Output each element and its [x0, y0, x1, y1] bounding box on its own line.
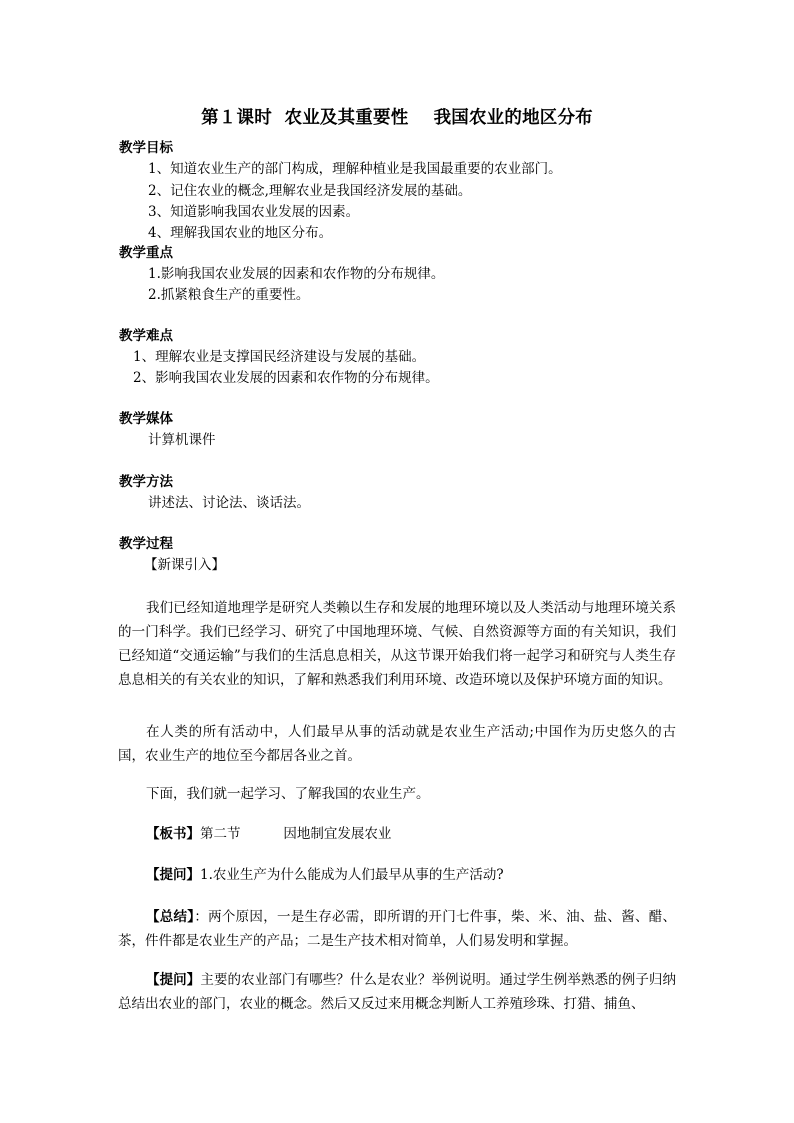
- objective-item: 3、知道影响我国农业发展的因素。: [148, 204, 360, 220]
- objective-item: 4、理解我国农业的地区分布。: [148, 225, 333, 241]
- transition-paragraph: 下面，我们就一起学习、了解我国的农业生产。: [146, 786, 430, 802]
- summary-text: ：两个原因，一是生存必需，即所谓的开门七件事，柴、米、油、盐、酱、醋、茶，件件都是农业生产的产品；二是生产技术相对简单，人们易发明和掌握。: [118, 909, 677, 949]
- activity-paragraph: 在人类的所有活动中，人们最早从事的活动就是农业生产活动;中国作为历史悠久的古国，农业生产的地位至今都居各业之首。: [118, 724, 676, 764]
- key-point-item: 2.抓紧粮食生产的重要性。: [148, 287, 310, 303]
- summary-paragraph: [118, 905, 676, 953]
- methods-heading: 教学方法: [119, 474, 173, 490]
- media-heading: 教学媒体: [119, 411, 173, 427]
- question-2-text: 主要的农业部门有哪些？什么是农业？举例说明。通过学生例举熟悉的例子归纳总结出农业的部门，农业的概念。然后又反过来用概念判断人工养殖珍珠、打猎、捕鱼、: [118, 972, 677, 1012]
- objective-item: 2、记住农业的概念,理解农业是我国经济发展的基础。: [148, 183, 472, 199]
- process-heading: 教学过程: [119, 536, 173, 552]
- difficulty-item: 2、影响我国农业发展的因素和农作物的分布规律。: [133, 370, 439, 386]
- objectives-heading: 教学目标: [119, 140, 173, 156]
- key-points-heading: 教学重点: [119, 245, 173, 261]
- intro-tag: 【新课引入】: [144, 557, 225, 573]
- board-text: 第二节 因地制宜发展农业: [200, 826, 392, 842]
- board-tag: 【板书】: [146, 826, 200, 842]
- question-2: [118, 968, 676, 1016]
- difficulty-item: 1、理解农业是支撑国民经济建设与发展的基础。: [133, 349, 426, 365]
- board-line: [118, 822, 676, 846]
- media-text: 计算机课件: [148, 432, 216, 448]
- question-1-text: 1.农业生产为什么能成为人们最早从事的生产活动?: [200, 867, 504, 883]
- question-1-tag: 【提问】: [146, 867, 200, 883]
- intro-paragraph: 我们已经知道地理学是研究人类赖以生存和发展的地理环境以及人类活动与地理环境关系的一门科学。我们已经学习、研究了中国地理环境、气候、自然资源等方面的有关知识，我们已经知道“交通运输”与我们的生活息息相关，从这节课开始我们将一起学习和研究与人类生存息息相关的有关农业的知识，了解和熟悉我们利用环境、改造环境以及保护环境方面的知识。: [118, 600, 676, 688]
- summary-tag: 【总结】: [146, 909, 195, 925]
- methods-text: 讲述法、讨论法、谈话法。: [148, 495, 310, 511]
- key-point-item: 1.影响我国农业发展的因素和农作物的分布规律。: [148, 266, 445, 282]
- question-1: [118, 863, 676, 887]
- question-2-tag: 【提问】: [146, 972, 201, 988]
- difficulties-heading: 教学难点: [119, 328, 173, 344]
- objective-item: 1、知道农业生产的部门构成，理解种植业是我国最重要的农业部门。: [148, 161, 562, 177]
- lesson-title: 第１课时 农业及其重要性 我国农业的地区分布: [201, 108, 593, 128]
